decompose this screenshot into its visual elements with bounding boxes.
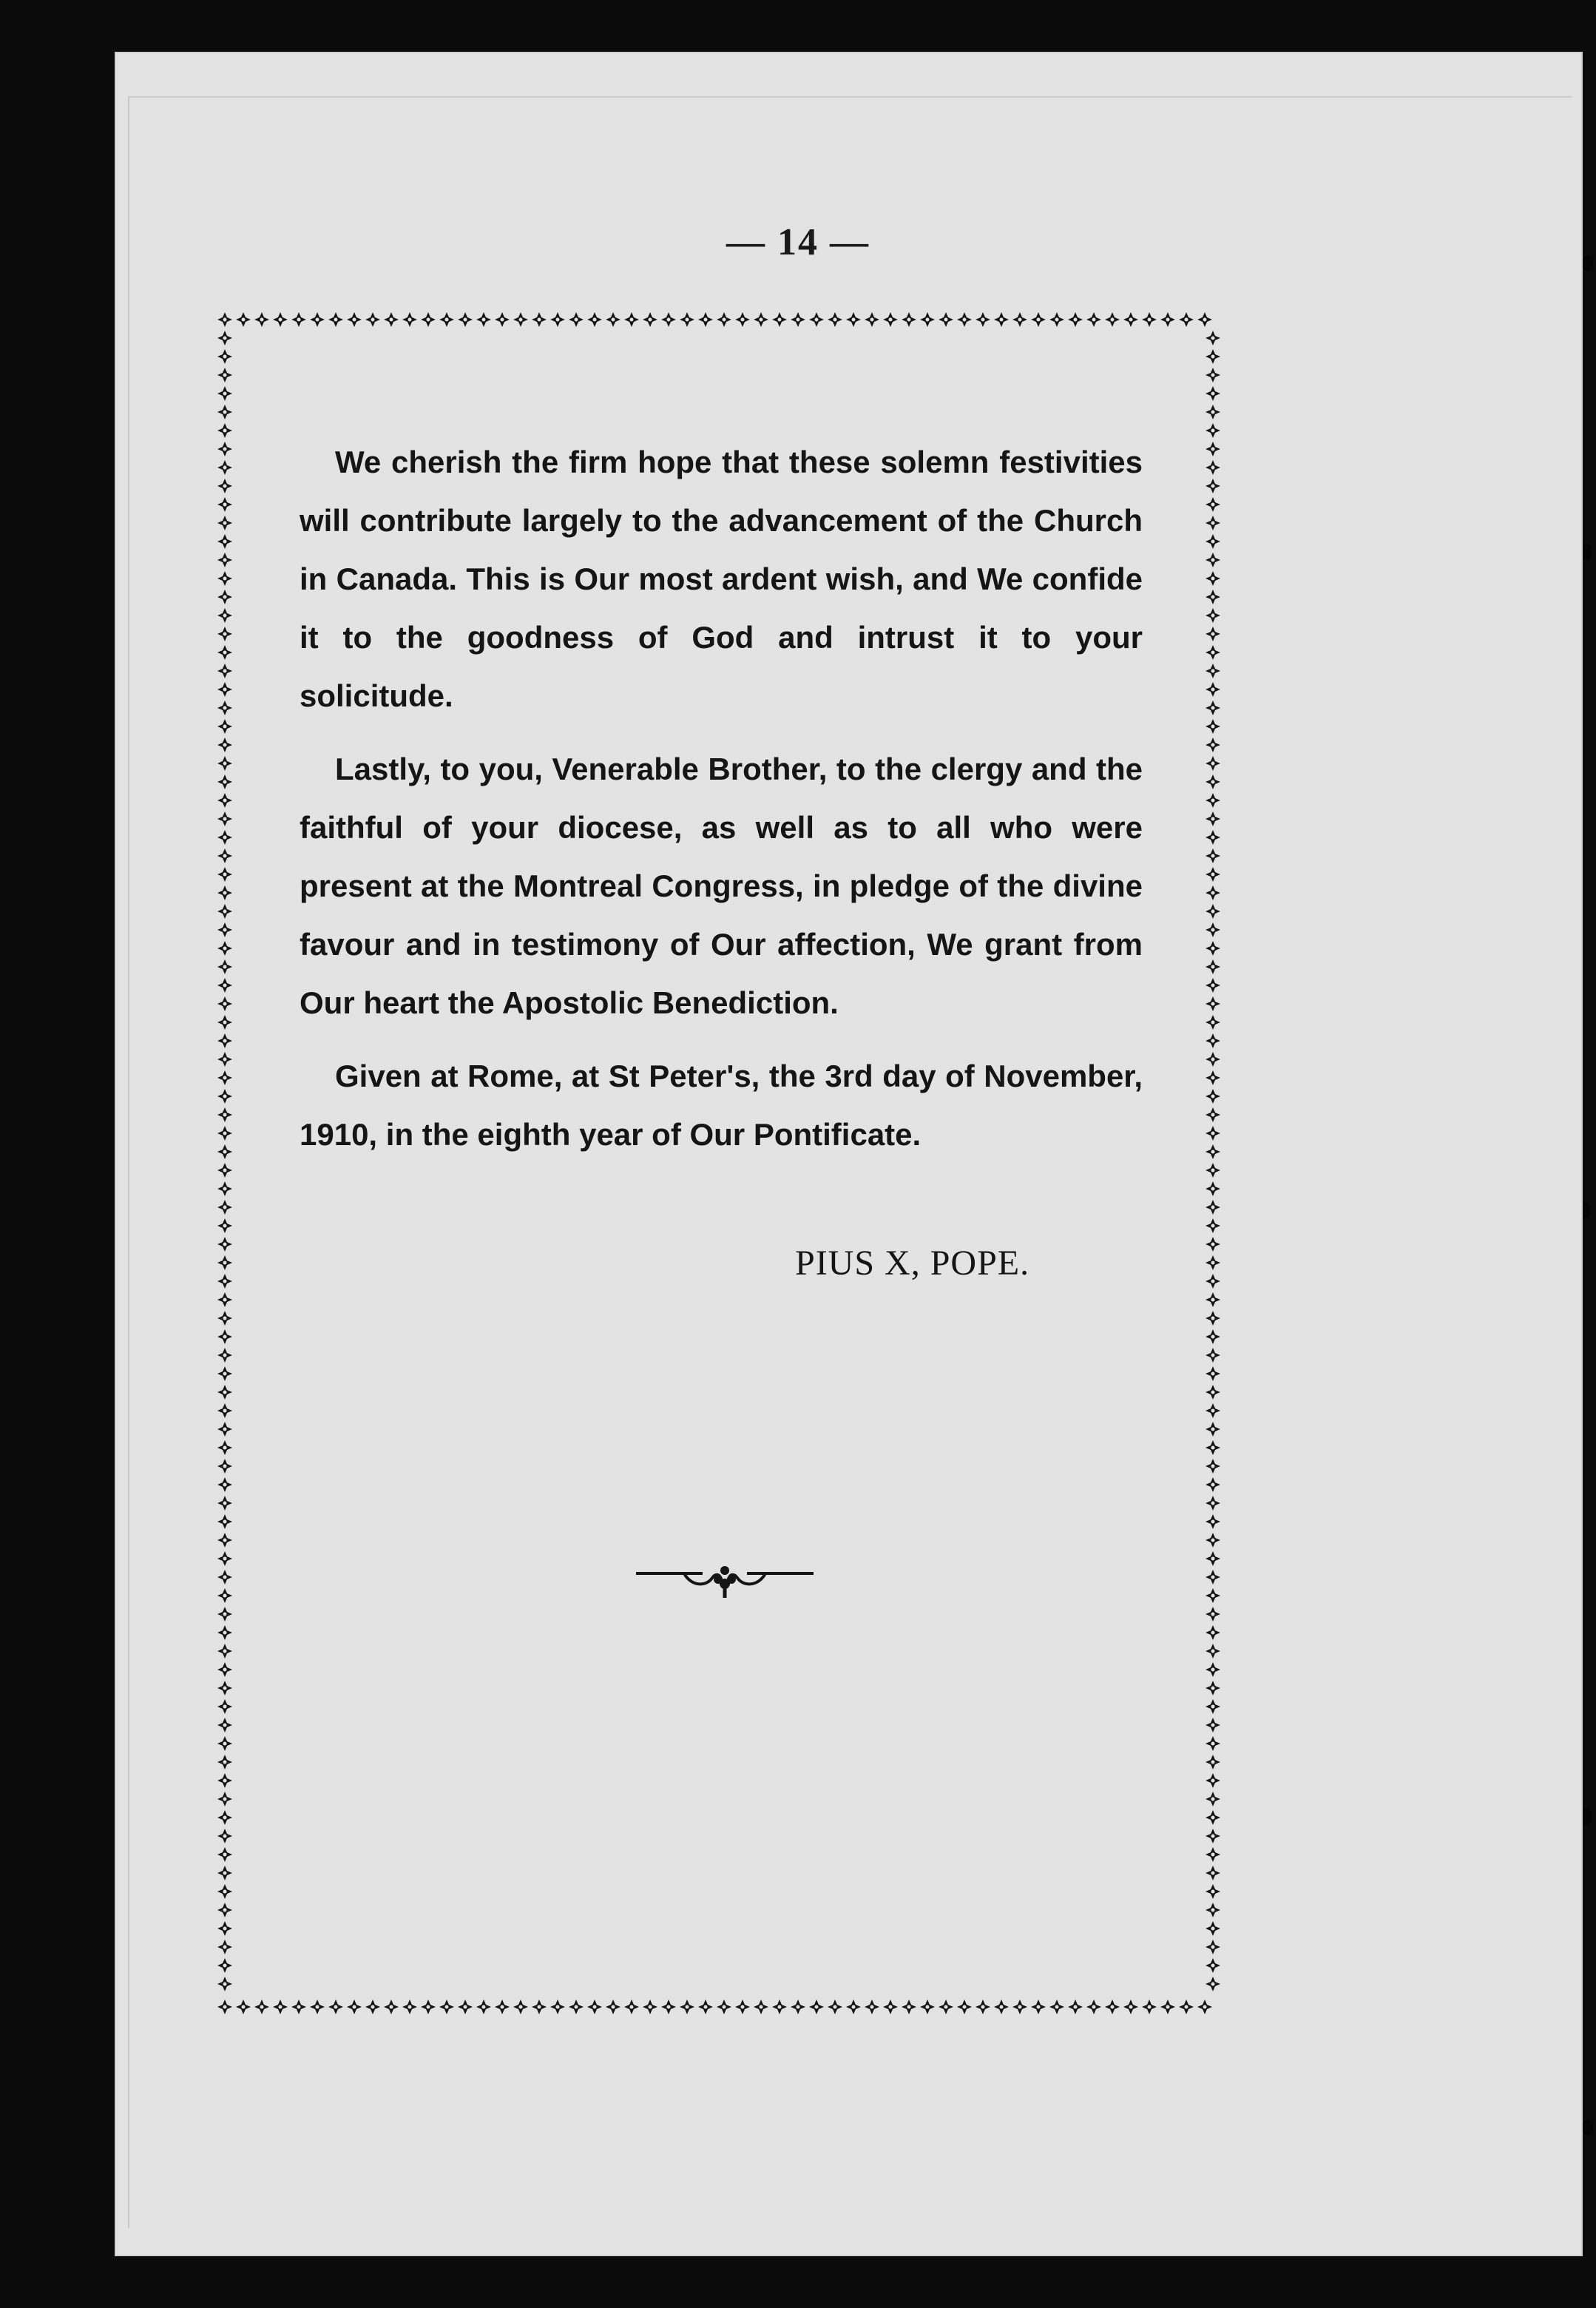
- border-glyph: [1206, 1551, 1220, 1566]
- border-glyph: [1031, 312, 1046, 327]
- border-glyph: [624, 2000, 639, 2014]
- border-glyph: [217, 460, 232, 475]
- border-glyph: [661, 2000, 676, 2014]
- border-glyph: [1206, 1810, 1220, 1825]
- border-glyph: [1206, 1200, 1220, 1215]
- border-glyph: [1206, 1015, 1220, 1030]
- border-glyph: [1142, 312, 1157, 327]
- paragraph-given-at-rome: Given at Rome, at St Peter's, the 3rd day of November, 1910, in the eighth year of Our Pontificate.: [300, 1059, 1143, 1152]
- border-glyph: [217, 1274, 232, 1289]
- border-glyph: [1206, 571, 1220, 586]
- border-glyph: [698, 312, 713, 327]
- border-glyph: [772, 312, 787, 327]
- border-glyph: [217, 1255, 232, 1270]
- border-glyph: [698, 2000, 713, 2014]
- border-glyph: [328, 312, 343, 327]
- border-glyph: [1206, 553, 1220, 567]
- border-glyph: [1206, 460, 1220, 475]
- border-glyph: [1206, 738, 1220, 752]
- border-glyph: [217, 1218, 232, 1233]
- border-glyph: [1206, 1884, 1220, 1899]
- border-glyph: [217, 1422, 232, 1437]
- border-glyph: [1206, 497, 1220, 512]
- border-glyph: [310, 312, 325, 327]
- border-glyph: [217, 941, 232, 956]
- border-glyph: [217, 1625, 232, 1640]
- border-glyph: [217, 349, 232, 364]
- border-glyph: [217, 682, 232, 697]
- border-glyph: [532, 2000, 547, 2014]
- border-glyph: [217, 1237, 232, 1252]
- border-glyph: [217, 756, 232, 771]
- border-glyph: [217, 627, 232, 641]
- border-glyph: [680, 312, 694, 327]
- border-glyph: [458, 2000, 473, 2014]
- border-glyph: [1206, 811, 1220, 826]
- border-glyph: [1206, 1107, 1220, 1122]
- border-glyph: [236, 312, 251, 327]
- border-glyph: [513, 312, 528, 327]
- border-glyph: [1206, 1940, 1220, 1954]
- border-glyph: [1206, 1514, 1220, 1529]
- border-glyph: [735, 2000, 750, 2014]
- border-glyph: [1206, 442, 1220, 456]
- border-glyph: [439, 312, 454, 327]
- border-glyph: [217, 1773, 232, 1788]
- border-glyph: [1206, 1237, 1220, 1252]
- border-glyph: [1206, 1163, 1220, 1178]
- border-glyph: [217, 368, 232, 382]
- border-glyph: [217, 1829, 232, 1843]
- border-glyph: [217, 1107, 232, 1122]
- border-glyph: [217, 1662, 232, 1677]
- border-glyph: [217, 516, 232, 530]
- border-glyph: [920, 2000, 935, 2014]
- border-glyph: [1206, 1496, 1220, 1511]
- border-glyph: [217, 1940, 232, 1954]
- border-glyph: [291, 312, 306, 327]
- border-glyph: [217, 1570, 232, 1585]
- border-glyph: [846, 2000, 861, 2014]
- border-glyph: [1206, 1921, 1220, 1936]
- border-glyph: [476, 2000, 491, 2014]
- border-glyph: [975, 2000, 990, 2014]
- border-glyph: [217, 1588, 232, 1603]
- page-number: — 14 —: [726, 221, 870, 263]
- border-glyph: [624, 312, 639, 327]
- border-glyph: [1206, 1533, 1220, 1548]
- border-glyph: [1206, 1570, 1220, 1585]
- border-glyph: [994, 2000, 1009, 2014]
- border-glyph: [1206, 1607, 1220, 1622]
- border-glyph: [1031, 2000, 1046, 2014]
- border-glyph: [217, 553, 232, 567]
- border-glyph: [217, 1052, 232, 1067]
- border-glyph: [217, 1903, 232, 1917]
- border-glyph: [902, 312, 916, 327]
- border-glyph: [217, 885, 232, 900]
- border-glyph: [1206, 1829, 1220, 1843]
- border-glyph: [273, 312, 288, 327]
- border-glyph: [1206, 1089, 1220, 1104]
- border-glyph: [1206, 534, 1220, 549]
- border-glyph: [217, 1126, 232, 1141]
- border-glyph: [217, 738, 232, 752]
- border-glyph: [217, 1681, 232, 1695]
- border-glyph: [1012, 312, 1027, 327]
- signature: PIUS X, POPE.: [795, 1244, 1030, 1283]
- border-glyph: [754, 2000, 768, 2014]
- border-glyph: [1206, 627, 1220, 641]
- border-glyph: [1206, 590, 1220, 604]
- border-glyph: [1206, 848, 1220, 863]
- border-glyph: [1142, 2000, 1157, 2014]
- border-glyph: [550, 312, 565, 327]
- border-glyph: [1206, 1033, 1220, 1048]
- border-glyph: [254, 2000, 269, 2014]
- border-glyph: [365, 312, 380, 327]
- border-glyph: [1206, 941, 1220, 956]
- border-glyph: [754, 312, 768, 327]
- border-glyph: [217, 904, 232, 919]
- border-glyph: [772, 2000, 787, 2014]
- border-glyph: [1206, 775, 1220, 789]
- border-glyph: [1206, 978, 1220, 993]
- border-glyph: [1206, 1255, 1220, 1270]
- border-glyph: [865, 312, 879, 327]
- border-glyph: [957, 2000, 972, 2014]
- border-glyph: [550, 2000, 565, 2014]
- border-glyph: [1206, 1755, 1220, 1769]
- border-glyph: [217, 479, 232, 493]
- border-glyph: [1206, 386, 1220, 401]
- border-glyph: [217, 608, 232, 623]
- border-glyph: [735, 312, 750, 327]
- border-glyph: [217, 1163, 232, 1178]
- border-glyph: [809, 312, 824, 327]
- border-glyph: [1206, 1903, 1220, 1917]
- border-glyph: [1068, 312, 1083, 327]
- border-glyph: [1206, 608, 1220, 623]
- border-glyph: [939, 2000, 953, 2014]
- border-glyph: [1179, 2000, 1194, 2014]
- border-glyph: [217, 830, 232, 845]
- border-glyph: [217, 571, 232, 586]
- border-glyph: [217, 645, 232, 660]
- border-glyph: [1206, 1403, 1220, 1418]
- border-glyph: [1123, 2000, 1138, 2014]
- border-glyph: [865, 2000, 879, 2014]
- letter-body: [300, 433, 1143, 1164]
- border-glyph: [217, 1699, 232, 1714]
- border-glyph: [1206, 1422, 1220, 1437]
- border-glyph: [458, 312, 473, 327]
- border-glyph: [217, 701, 232, 715]
- border-glyph: [1206, 1348, 1220, 1363]
- border-glyph: [1160, 2000, 1175, 2014]
- paragraph-benediction: Lastly, to you, Venerable Brother, to the clergy and the faithful of your diocese, as well as to all who were present at the Montreal Congress, in pledge of the divine favour and in testimony of Our affection, We grant from Our heart the Apostolic Benediction.: [300, 752, 1143, 1020]
- border-glyph: [1206, 719, 1220, 734]
- border-glyph: [217, 312, 232, 327]
- border-glyph: [217, 1884, 232, 1899]
- border-glyph: [643, 312, 657, 327]
- border-glyph: [902, 2000, 916, 2014]
- border-glyph: [217, 848, 232, 863]
- border-glyph: [809, 2000, 824, 2014]
- border-glyph: [1206, 1218, 1220, 1233]
- border-glyph: [1206, 349, 1220, 364]
- border-glyph: [1206, 423, 1220, 438]
- border-glyph: [1206, 479, 1220, 493]
- border-glyph: [1206, 516, 1220, 530]
- border-glyph: [217, 1958, 232, 1973]
- border-glyph: [217, 534, 232, 549]
- border-glyph: [384, 312, 399, 327]
- border-glyph: [1086, 2000, 1101, 2014]
- border-glyph: [1206, 1588, 1220, 1603]
- border-glyph: [217, 1311, 232, 1326]
- border-glyph: [217, 331, 232, 345]
- border-glyph: [217, 497, 232, 512]
- border-glyph: [217, 664, 232, 678]
- border-glyph: [217, 1496, 232, 1511]
- border-glyph: [1206, 368, 1220, 382]
- border-glyph: [310, 2000, 325, 2014]
- border-glyph: [1206, 1847, 1220, 1862]
- border-glyph: [569, 312, 584, 327]
- border-glyph: [236, 2000, 251, 2014]
- border-glyph: [661, 312, 676, 327]
- border-glyph: [1206, 756, 1220, 771]
- border-glyph: [476, 312, 491, 327]
- border-glyph: [828, 312, 842, 327]
- border-glyph: [587, 312, 602, 327]
- border-glyph: [217, 996, 232, 1011]
- border-glyph: [1206, 1126, 1220, 1141]
- border-glyph: [1206, 1274, 1220, 1289]
- border-glyph: [495, 2000, 510, 2014]
- border-glyph: [217, 2000, 232, 2014]
- border-glyph: [1206, 645, 1220, 660]
- border-glyph: [217, 1977, 232, 1991]
- border-glyph: [717, 312, 731, 327]
- border-glyph: [217, 1385, 232, 1400]
- border-glyph: [347, 312, 362, 327]
- border-glyph: [421, 2000, 436, 2014]
- border-glyph: [217, 1033, 232, 1048]
- border-glyph: [254, 312, 269, 327]
- border-glyph: [217, 1533, 232, 1548]
- border-glyph: [1206, 885, 1220, 900]
- border-glyph: [975, 312, 990, 327]
- border-glyph: [920, 312, 935, 327]
- border-glyph: [217, 1866, 232, 1880]
- border-glyph: [957, 312, 972, 327]
- border-glyph: [217, 1718, 232, 1732]
- border-glyph: [1105, 2000, 1120, 2014]
- border-glyph: [217, 1459, 232, 1474]
- border-glyph: [495, 312, 510, 327]
- border-glyph: [1206, 1052, 1220, 1067]
- border-glyph: [439, 2000, 454, 2014]
- border-glyph: [384, 2000, 399, 2014]
- border-glyph: [587, 2000, 602, 2014]
- border-glyph: [1123, 312, 1138, 327]
- border-glyph: [217, 1551, 232, 1566]
- border-glyph: [402, 312, 417, 327]
- border-glyph: [1068, 2000, 1083, 2014]
- border-glyph: [217, 1755, 232, 1769]
- border-glyph: [217, 1607, 232, 1622]
- border-glyph: [1206, 1866, 1220, 1880]
- border-glyph: [217, 1329, 232, 1344]
- border-glyph: [217, 1015, 232, 1030]
- border-glyph: [217, 1348, 232, 1363]
- border-glyph: [1206, 664, 1220, 678]
- border-glyph: [217, 1292, 232, 1307]
- border-glyph: [217, 1810, 232, 1825]
- border-glyph: [828, 2000, 842, 2014]
- border-glyph: [1197, 2000, 1212, 2014]
- border-glyph: [1206, 682, 1220, 697]
- border-glyph: [791, 312, 805, 327]
- border-glyph: [217, 978, 232, 993]
- border-glyph: [1206, 1644, 1220, 1659]
- border-glyph: [1206, 1958, 1220, 1973]
- border-glyph: [643, 2000, 657, 2014]
- border-glyph: [217, 1736, 232, 1751]
- border-glyph: [569, 2000, 584, 2014]
- border-glyph: [217, 1200, 232, 1215]
- border-glyph: [1206, 701, 1220, 715]
- border-glyph: [1197, 312, 1212, 327]
- border-glyph: [1012, 2000, 1027, 2014]
- border-glyph: [513, 2000, 528, 2014]
- border-glyph: [1160, 312, 1175, 327]
- border-glyph: [365, 2000, 380, 2014]
- border-glyph: [1206, 1681, 1220, 1695]
- border-glyph: [1105, 312, 1120, 327]
- border-glyph: [1206, 904, 1220, 919]
- border-glyph: [1206, 405, 1220, 419]
- fleuron-ornament-icon: [632, 1557, 817, 1602]
- border-glyph: [217, 1144, 232, 1159]
- border-glyph: [1206, 1699, 1220, 1714]
- border-glyph: [217, 1440, 232, 1455]
- border-glyph: [1049, 312, 1064, 327]
- border-glyph: [217, 442, 232, 456]
- border-glyph: [1206, 1366, 1220, 1381]
- border-glyph: [217, 1477, 232, 1492]
- border-glyph: [217, 1089, 232, 1104]
- border-glyph: [1206, 959, 1220, 974]
- paragraph-hope: We cherish the firm hope that these solemn festivities will contribute largely to the advancement of the Church in Canada. This is Our most ardent wish, and We confide it to the goodness of God and intrust it to your solicitude.: [300, 445, 1143, 713]
- border-glyph: [1206, 1736, 1220, 1751]
- border-glyph: [1206, 1181, 1220, 1196]
- border-glyph: [217, 1366, 232, 1381]
- border-glyph: [217, 719, 232, 734]
- border-glyph: [1206, 1311, 1220, 1326]
- border-glyph: [217, 1403, 232, 1418]
- border-glyph: [1206, 331, 1220, 345]
- border-glyph: [1206, 1477, 1220, 1492]
- border-glyph: [680, 2000, 694, 2014]
- border-glyph: [883, 2000, 898, 2014]
- border-glyph: [1086, 312, 1101, 327]
- border-glyph: [273, 2000, 288, 2014]
- border-glyph: [1206, 1144, 1220, 1159]
- border-glyph: [217, 1181, 232, 1196]
- border-glyph: [217, 867, 232, 882]
- border-glyph: [1206, 1292, 1220, 1307]
- border-glyph: [1049, 2000, 1064, 2014]
- border-glyph: [328, 2000, 343, 2014]
- border-glyph: [217, 1847, 232, 1862]
- border-glyph: [347, 2000, 362, 2014]
- border-glyph: [791, 2000, 805, 2014]
- border-glyph: [1206, 1662, 1220, 1677]
- border-glyph: [217, 1514, 232, 1529]
- border-glyph: [532, 312, 547, 327]
- border-glyph: [1206, 996, 1220, 1011]
- border-glyph: [217, 1792, 232, 1806]
- border-glyph: [217, 1921, 232, 1936]
- border-glyph: [1206, 1440, 1220, 1455]
- border-glyph: [1206, 1718, 1220, 1732]
- border-glyph: [421, 312, 436, 327]
- border-glyph: [217, 1644, 232, 1659]
- border-glyph: [994, 312, 1009, 327]
- border-glyph: [883, 312, 898, 327]
- border-glyph: [1206, 922, 1220, 937]
- border-glyph: [1206, 793, 1220, 808]
- border-glyph: [1206, 1070, 1220, 1085]
- border-glyph: [1206, 1792, 1220, 1806]
- border-glyph: [217, 386, 232, 401]
- border-glyph: [217, 922, 232, 937]
- border-glyph: [717, 2000, 731, 2014]
- border-glyph: [606, 312, 621, 327]
- border-glyph: [217, 423, 232, 438]
- border-glyph: [1206, 1625, 1220, 1640]
- border-glyph: [1206, 1459, 1220, 1474]
- border-glyph: [939, 312, 953, 327]
- border-glyph: [217, 793, 232, 808]
- border-glyph: [291, 2000, 306, 2014]
- border-glyph: [217, 1070, 232, 1085]
- border-glyph: [217, 811, 232, 826]
- border-glyph: [1206, 1385, 1220, 1400]
- border-glyph: [217, 590, 232, 604]
- border-glyph: [1179, 312, 1194, 327]
- border-glyph: [402, 2000, 417, 2014]
- border-glyph: [217, 775, 232, 789]
- border-glyph: [846, 312, 861, 327]
- border-glyph: [217, 959, 232, 974]
- border-glyph: [1206, 867, 1220, 882]
- border-glyph: [1206, 1329, 1220, 1344]
- border-glyph: [1206, 830, 1220, 845]
- border-glyph: [1206, 1773, 1220, 1788]
- border-glyph: [1206, 1977, 1220, 1991]
- border-glyph: [217, 405, 232, 419]
- border-glyph: [606, 2000, 621, 2014]
